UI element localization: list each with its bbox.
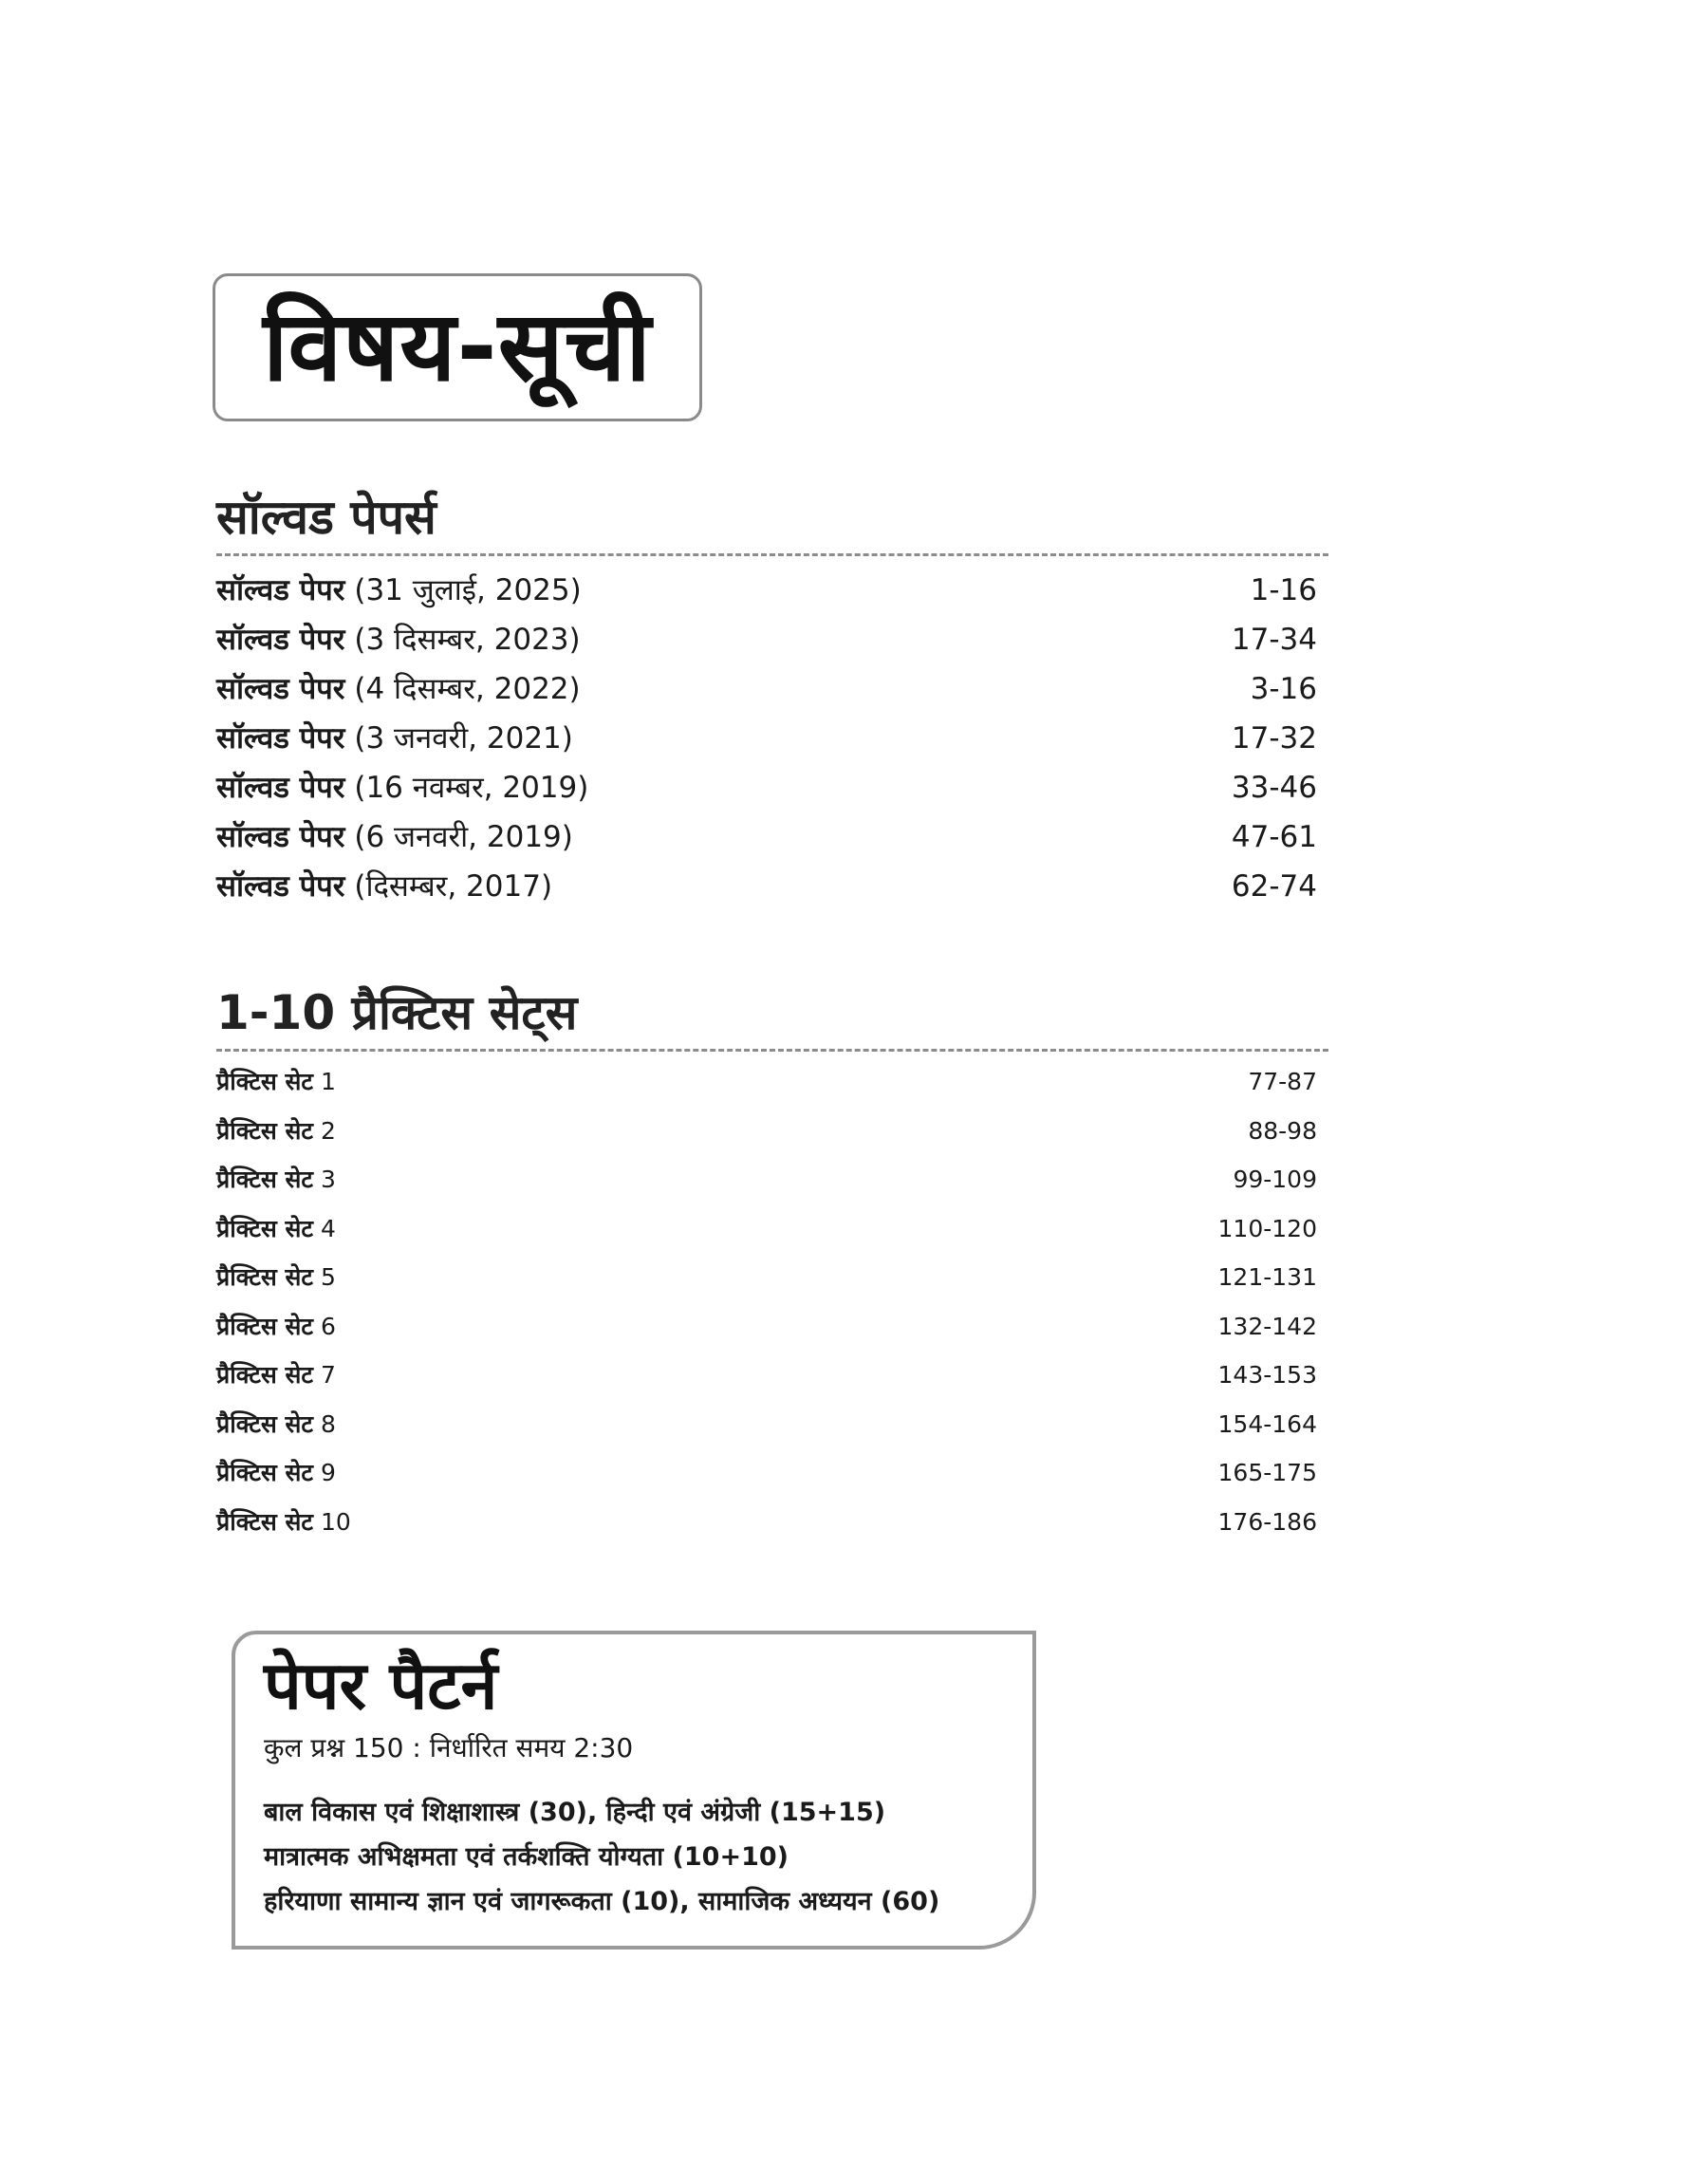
toc-row[interactable]	[216, 1358, 1328, 1408]
entry-detail: 5	[320, 1263, 336, 1291]
toc-row[interactable]	[216, 1114, 1328, 1164]
toc-entry-label	[216, 866, 552, 905]
entry-title: प्रैक्टिस सेट	[216, 1116, 314, 1145]
toc-entry-label	[216, 1456, 336, 1488]
entry-title: प्रैक्टिस सेट	[216, 1166, 314, 1193]
entry-detail: 6	[320, 1312, 336, 1340]
toc-row[interactable]	[216, 569, 1328, 619]
entry-title: प्रैक्टिस सेट	[216, 1312, 314, 1340]
page-range: 154-164	[1217, 1409, 1317, 1438]
page-range: 132-142	[1217, 1312, 1317, 1340]
page-range: 17-32	[1231, 721, 1317, 756]
toc-row[interactable]	[216, 1260, 1328, 1310]
practice-sets-section	[216, 987, 1328, 1554]
toc-entry-label	[216, 1212, 336, 1244]
entry-detail: (31 जुलाई, 2025)	[354, 573, 582, 607]
page-range: 88-98	[1248, 1116, 1317, 1145]
entry-title: प्रैक्टिस सेट	[216, 1214, 314, 1242]
entry-title: प्रैक्टिस सेट	[216, 1507, 314, 1536]
entry-title: प्रैक्टिस सेट	[216, 1263, 314, 1291]
entry-title: सॉल्वड पेपर	[216, 820, 345, 854]
entry-detail: 2	[320, 1116, 336, 1145]
toc-entry-label	[216, 718, 573, 757]
entry-detail: 4	[320, 1214, 336, 1242]
toc-entry-label	[216, 767, 588, 807]
toc-row[interactable]	[216, 767, 1328, 816]
page-range: 3-16	[1250, 672, 1317, 706]
toc-entry-label	[216, 1310, 336, 1342]
entry-title: सॉल्वड पेपर	[216, 721, 345, 756]
toc-entry-label	[216, 619, 581, 659]
entry-detail: (3 जनवरी, 2021)	[354, 721, 573, 756]
entry-detail: 10	[320, 1507, 351, 1536]
entry-title: सॉल्वड पेपर	[216, 869, 345, 904]
page-range: 99-109	[1233, 1166, 1317, 1193]
page-range: 110-120	[1217, 1214, 1317, 1242]
page-title: विषय-सूची	[263, 290, 652, 403]
entry-title: प्रैक्टिस सेट	[216, 1068, 314, 1095]
toc-entry-label	[216, 1065, 336, 1097]
toc-entry-label	[216, 1260, 336, 1293]
toc-row[interactable]	[216, 1065, 1328, 1114]
entry-detail: (16 नवम्बर, 2019)	[354, 771, 589, 805]
toc-entry-label	[216, 668, 581, 708]
entry-detail: (4 दिसम्बर, 2022)	[354, 672, 581, 706]
paper-pattern-box	[232, 1631, 1036, 1950]
entry-detail: 3	[320, 1166, 336, 1193]
entry-title: सॉल्वड पेपर	[216, 771, 345, 805]
toc-entry-label	[216, 1358, 336, 1390]
pattern-line: बाल विकास एवं शिक्षाशास्त्र (30), हिन्दी एवं अंग्रेजी (15+15)	[264, 1797, 886, 1827]
page-range: 77-87	[1248, 1068, 1317, 1095]
paper-pattern-heading: पेपर पैटर्न	[264, 1647, 498, 1725]
solved-papers-heading: सॉल्वड पेपर्स	[216, 490, 436, 545]
toc-row[interactable]	[216, 816, 1328, 866]
pattern-line: हरियाणा सामान्य ज्ञान एवं जागरूकता (10), सामाजिक अध्ययन (60)	[264, 1886, 940, 1916]
entry-detail: 9	[320, 1459, 336, 1486]
toc-row[interactable]	[216, 1310, 1328, 1359]
toc-entry-label	[216, 1505, 351, 1538]
paper-pattern-summary: कुल प्रश्न 150 : निर्धारित समय 2:30	[264, 1731, 634, 1763]
solved-papers-list	[216, 569, 1328, 915]
toc-entry-label	[216, 1408, 336, 1440]
entry-detail: (दिसम्बर, 2017)	[354, 869, 553, 904]
entry-detail: 8	[320, 1409, 336, 1438]
page-range: 47-61	[1231, 820, 1317, 854]
solved-papers-section	[216, 492, 1328, 915]
toc-row[interactable]	[216, 668, 1328, 718]
toc-row[interactable]	[216, 1456, 1328, 1505]
toc-row[interactable]	[216, 1408, 1328, 1457]
entry-detail: 1	[320, 1068, 336, 1095]
toc-row[interactable]	[216, 619, 1328, 668]
page-range: 1-16	[1250, 573, 1317, 607]
toc-entry-label	[216, 1163, 336, 1195]
entry-title: प्रैक्टिस सेट	[216, 1459, 314, 1486]
practice-sets-heading: 1-10 प्रैक्टिस सेट्स	[216, 985, 578, 1040]
page-range: 17-34	[1231, 623, 1317, 657]
toc-entry-label	[216, 816, 573, 856]
entry-detail: 7	[320, 1361, 336, 1389]
entry-title: सॉल्वड पेपर	[216, 573, 345, 607]
toc-row[interactable]	[216, 1163, 1328, 1212]
entry-title: प्रैक्टिस सेट	[216, 1409, 314, 1438]
entry-detail: (3 दिसम्बर, 2023)	[354, 623, 581, 657]
page-range: 33-46	[1231, 771, 1317, 805]
page-range: 176-186	[1217, 1507, 1317, 1536]
entry-detail: (6 जनवरी, 2019)	[354, 820, 573, 854]
toc-row[interactable]	[216, 1212, 1328, 1261]
page-range: 121-131	[1217, 1263, 1317, 1291]
toc-row[interactable]	[216, 1505, 1328, 1555]
pattern-line: मात्रात्मक अभिक्षमता एवं तर्कशक्ति योग्यता (10+10)	[264, 1841, 789, 1872]
toc-row[interactable]	[216, 718, 1328, 767]
entry-title: सॉल्वड पेपर	[216, 672, 345, 706]
title-box	[213, 273, 702, 421]
toc-row[interactable]	[216, 866, 1328, 915]
entry-title: सॉल्वड पेपर	[216, 623, 345, 657]
page-range: 165-175	[1217, 1459, 1317, 1486]
page-range: 62-74	[1231, 869, 1317, 904]
entry-title: प्रैक्टिस सेट	[216, 1361, 314, 1389]
practice-sets-list	[216, 1065, 1328, 1554]
page-range: 143-153	[1217, 1361, 1317, 1389]
section-divider	[216, 553, 1328, 556]
toc-entry-label	[216, 1114, 336, 1147]
toc-entry-label	[216, 569, 582, 609]
section-divider	[216, 1049, 1328, 1052]
